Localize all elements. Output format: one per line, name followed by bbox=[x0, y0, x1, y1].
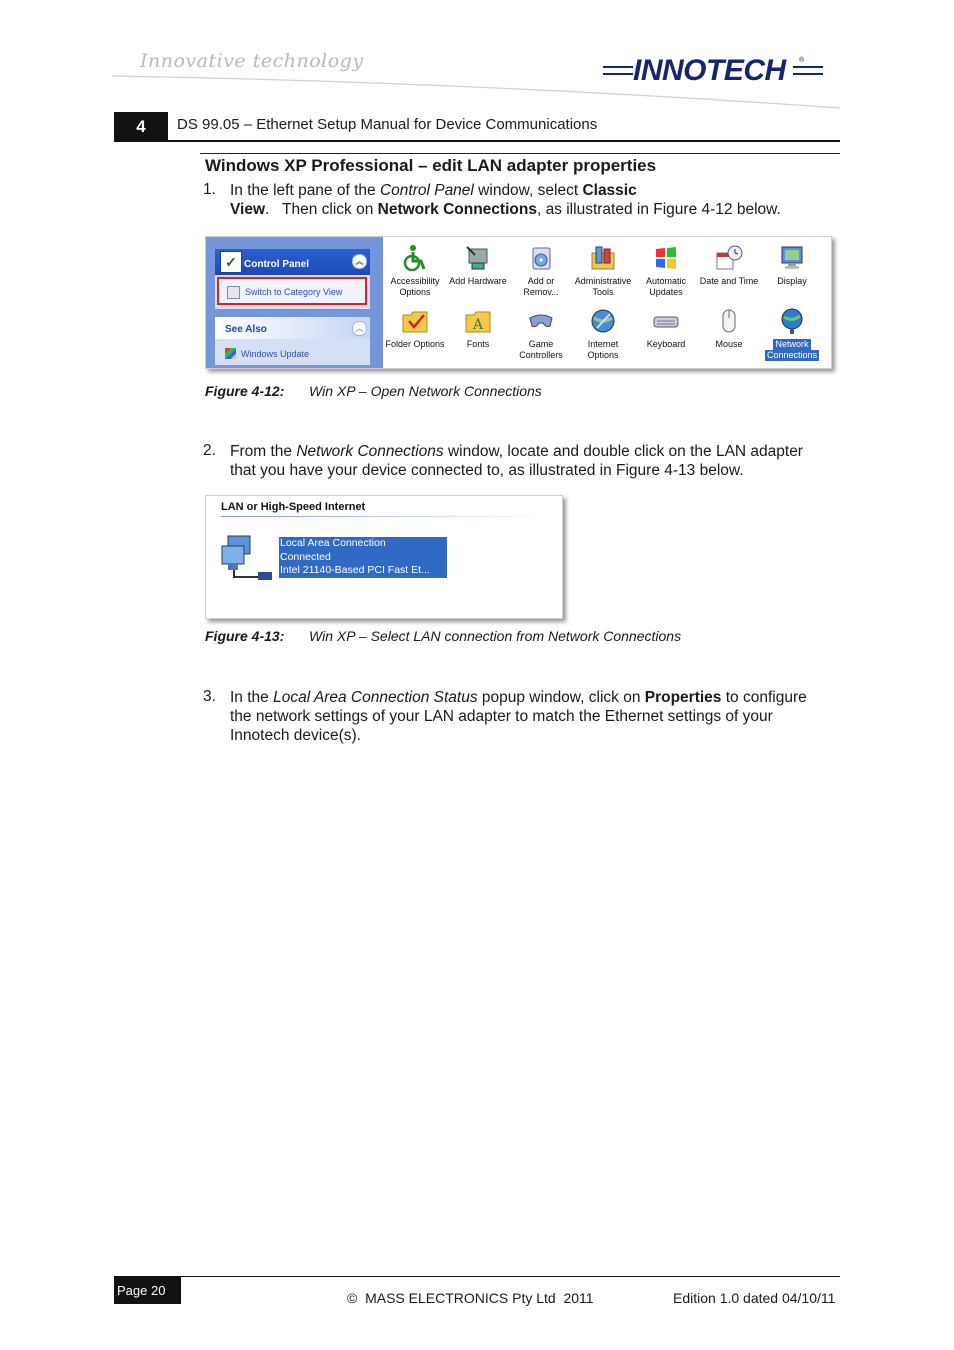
text-run: to configure the network settings of your LAN adapter to match the Ethernet settings of your Innotech device(s). bbox=[230, 689, 807, 744]
add-remove-programs-icon bbox=[526, 243, 556, 273]
switch-category-view-link[interactable] bbox=[217, 277, 367, 305]
game-controllers-item[interactable] bbox=[510, 306, 572, 361]
lan-group-heading: LAN or High-Speed Internet bbox=[221, 501, 366, 513]
chapter-number: 4 bbox=[114, 112, 168, 141]
see-also-box bbox=[215, 317, 370, 365]
accessibility-icon bbox=[400, 243, 430, 273]
icon-label: Folder Options bbox=[385, 339, 445, 349]
automatic-updates-icon bbox=[651, 243, 681, 273]
text-run: . Then click on bbox=[265, 201, 378, 218]
step-1-text bbox=[230, 181, 830, 219]
step-2-text bbox=[230, 442, 830, 480]
section-rule bbox=[200, 153, 840, 154]
icon-label: Connections bbox=[766, 350, 818, 360]
control-panel-title: Control Panel bbox=[244, 259, 310, 270]
icon-label: Display bbox=[777, 276, 807, 286]
text-italic: Control Panel bbox=[379, 182, 474, 199]
icon-label: Options bbox=[399, 287, 431, 297]
logo-registered-mark: ® bbox=[799, 57, 805, 64]
accessibility-options-item[interactable] bbox=[384, 243, 446, 298]
icon-label: Mouse bbox=[715, 339, 743, 349]
mouse-item[interactable] bbox=[698, 306, 760, 350]
control-panel-header bbox=[215, 249, 370, 275]
text-run: popup window, click on bbox=[477, 689, 645, 706]
control-panel-box bbox=[215, 249, 370, 309]
step-1-number: 1. bbox=[203, 181, 216, 198]
switch-view-icon bbox=[227, 286, 240, 299]
caption-text: Win XP – Select LAN connection from Network Connections bbox=[309, 628, 682, 644]
icon-label: Remov... bbox=[523, 287, 559, 297]
display-icon bbox=[777, 243, 807, 273]
add-hardware-item[interactable] bbox=[447, 243, 509, 287]
date-time-item[interactable] bbox=[698, 243, 760, 287]
folder-options-item[interactable] bbox=[384, 306, 446, 350]
icon-label: Game bbox=[528, 339, 554, 349]
internet-options-icon bbox=[588, 306, 618, 336]
internet-options-item[interactable] bbox=[572, 306, 634, 361]
control-panel-icon: ✓ bbox=[220, 251, 242, 273]
tagline: Innovative technology bbox=[140, 50, 364, 72]
caption-label: Figure 4-12: bbox=[205, 383, 285, 399]
icon-label: Tools bbox=[592, 287, 614, 297]
copyright: © MASS ELECTRONICS Pty Ltd 2011 bbox=[347, 1290, 594, 1306]
windows-update-link[interactable] bbox=[225, 348, 309, 359]
control-panel-task-pane bbox=[206, 237, 383, 368]
icon-label: Administrative bbox=[574, 276, 632, 286]
connection-name: Local Area Connection bbox=[280, 537, 386, 549]
header-rule bbox=[114, 140, 840, 142]
add-remove-programs-item[interactable] bbox=[510, 243, 572, 298]
text-run: , as illustrated in Figure 4-12 below. bbox=[536, 201, 781, 218]
windows-logo-icon bbox=[225, 348, 236, 359]
figure-network-connections bbox=[205, 495, 563, 619]
step-3-text bbox=[230, 688, 830, 745]
text-italic: Network Connections bbox=[296, 443, 444, 460]
switch-link-label: Switch to Category View bbox=[245, 287, 343, 297]
document-title: DS 99.05 – Ethernet Setup Manual for Device Communications bbox=[177, 116, 598, 133]
step-2-number: 2. bbox=[203, 442, 216, 459]
figure-4-12-caption bbox=[205, 383, 542, 399]
see-also-header bbox=[215, 317, 370, 339]
figure-4-13-caption bbox=[205, 628, 682, 644]
fonts-item[interactable] bbox=[447, 306, 509, 350]
mouse-icon bbox=[714, 306, 744, 336]
lan-connection-selected[interactable] bbox=[279, 537, 447, 578]
game-controllers-icon bbox=[526, 306, 556, 336]
administrative-tools-item[interactable] bbox=[572, 243, 634, 298]
network-connections-icon bbox=[777, 306, 807, 336]
icon-label: Add Hardware bbox=[449, 276, 507, 286]
administrative-tools-icon bbox=[588, 243, 618, 273]
icon-label: Network bbox=[775, 339, 809, 349]
icon-label: Controllers bbox=[519, 350, 563, 360]
icon-label: Accessibility bbox=[390, 276, 440, 286]
network-connections-item[interactable] bbox=[761, 306, 823, 361]
automatic-updates-item[interactable] bbox=[635, 243, 697, 298]
text-run: window, locate and double click on the LAN adapter that you have your device connected to, as illustrated in Figure 4-13 below. bbox=[230, 443, 803, 479]
collapse-chevron-icon[interactable]: ︽ bbox=[352, 321, 367, 336]
display-item[interactable] bbox=[761, 243, 823, 287]
header-swoosh bbox=[112, 70, 842, 110]
text-bold: Classic View bbox=[230, 182, 637, 218]
group-divider bbox=[221, 516, 551, 517]
text-run: From the bbox=[230, 443, 297, 460]
keyboard-item[interactable] bbox=[635, 306, 697, 350]
date-time-icon bbox=[714, 243, 744, 273]
logo-text: INNOTECH bbox=[633, 54, 786, 87]
icon-label: Fonts bbox=[466, 339, 490, 349]
icon-label: Automatic bbox=[645, 276, 687, 286]
windows-update-label: Windows Update bbox=[241, 349, 310, 359]
connection-device: Intel 21140-Based PCI Fast Et... bbox=[280, 564, 430, 576]
connection-status: Connected bbox=[280, 550, 331, 563]
text-bold: Properties bbox=[644, 689, 722, 706]
edition: Edition 1.0 dated 04/10/11 bbox=[673, 1290, 836, 1306]
text-run: window, select bbox=[473, 182, 583, 199]
icon-label: Internet bbox=[587, 339, 619, 349]
add-hardware-icon bbox=[463, 243, 493, 273]
section-heading: Windows XP Professional – edit LAN adapter properties bbox=[205, 156, 657, 175]
icon-label: Add or bbox=[527, 276, 555, 286]
fonts-icon bbox=[463, 306, 493, 336]
icon-label: Keyboard bbox=[646, 339, 686, 349]
icon-label: Date and Time bbox=[699, 276, 759, 286]
see-also-title: See Also bbox=[225, 324, 267, 335]
text-run: In the bbox=[230, 689, 274, 706]
text-bold: Network Connections bbox=[377, 201, 537, 218]
icon-label: Updates bbox=[649, 287, 683, 297]
keyboard-icon bbox=[651, 306, 681, 336]
svg-text:A: A bbox=[473, 317, 484, 333]
icon-label: Options bbox=[587, 350, 619, 360]
caption-text: Win XP – Open Network Connections bbox=[309, 383, 542, 399]
collapse-chevron-icon[interactable]: ︽ bbox=[352, 254, 367, 269]
text-italic: Local Area Connection Status bbox=[273, 689, 478, 706]
figure-control-panel bbox=[205, 236, 832, 369]
page-number: Page 20 bbox=[114, 1277, 181, 1304]
caption-label: Figure 4-13: bbox=[205, 628, 285, 644]
lan-connection-icon[interactable] bbox=[220, 532, 276, 588]
text-run: In the left pane of the bbox=[230, 182, 380, 199]
step-3-number: 3. bbox=[203, 688, 216, 705]
folder-options-icon bbox=[400, 306, 430, 336]
footer-rule bbox=[114, 1276, 840, 1277]
